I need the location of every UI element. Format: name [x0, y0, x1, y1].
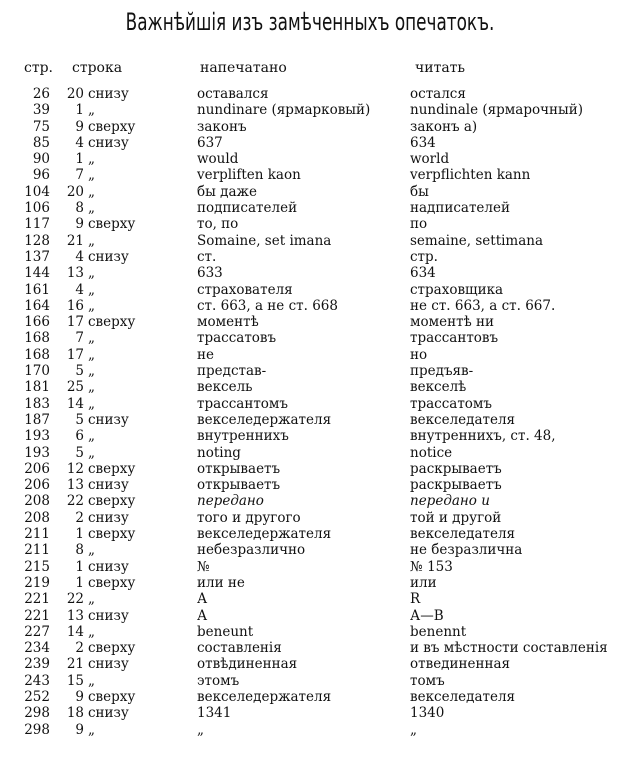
- cell-line: 25: [66, 379, 84, 396]
- cell-printed: того и другого: [197, 509, 301, 526]
- cell-line: 1: [75, 574, 84, 591]
- cell-read: по: [410, 216, 428, 233]
- cell-line: 4: [75, 134, 84, 151]
- cell-printed: векселедержателя: [197, 411, 332, 428]
- cell-printed: векселедержателя: [197, 688, 332, 705]
- cell-read: R: [410, 591, 421, 608]
- cell-direction: „: [88, 542, 95, 559]
- cell-page: 219: [24, 574, 50, 591]
- cell-line: 5: [75, 444, 84, 461]
- cell-read: А—В: [410, 607, 444, 624]
- cell-line: 5: [75, 363, 84, 380]
- cell-direction: „: [88, 444, 95, 461]
- cell-page: 252: [24, 688, 50, 705]
- cell-direction: сверху: [88, 688, 136, 705]
- cell-page: 137: [24, 248, 50, 265]
- cell-read: № 153: [410, 558, 453, 575]
- cell-line: 7: [75, 330, 84, 347]
- cell-page: 221: [24, 591, 50, 608]
- table-row: [0, 542, 620, 558]
- cell-direction: „: [88, 379, 95, 396]
- cell-read: стр.: [410, 248, 438, 265]
- table-row: [0, 184, 620, 200]
- cell-page: 164: [24, 297, 50, 314]
- cell-read: векселедателя: [410, 526, 516, 543]
- cell-read: 634: [410, 134, 436, 151]
- cell-direction: „: [88, 346, 95, 363]
- cell-printed: внутреннихъ: [197, 428, 289, 445]
- cell-printed: законъ: [197, 118, 247, 135]
- cell-read: не ст. 663, а ст. 667.: [410, 297, 556, 314]
- cell-line: 14: [66, 623, 84, 640]
- cell-printed: nundinare (ярмарковый): [197, 102, 371, 119]
- cell-page: 181: [24, 379, 50, 396]
- cell-direction: сверху: [88, 526, 136, 543]
- cell-printed: не: [197, 346, 214, 363]
- column-headers: [0, 60, 620, 80]
- cell-line: 13: [66, 607, 84, 624]
- table-row: [0, 445, 620, 461]
- cell-printed: представ-: [197, 363, 267, 380]
- table-row: [0, 689, 620, 705]
- cell-line: 21: [66, 656, 84, 673]
- cell-line: 4: [75, 248, 84, 265]
- cell-direction: „: [88, 102, 95, 119]
- cell-direction: сверху: [88, 216, 136, 233]
- cell-line: 14: [66, 395, 84, 412]
- cell-printed: „: [197, 721, 204, 738]
- cell-page: 234: [24, 640, 50, 657]
- cell-line: 1: [75, 102, 84, 119]
- cell-read: остался: [410, 86, 466, 102]
- cell-page: 183: [24, 395, 50, 412]
- cell-printed: beneunt: [197, 623, 254, 640]
- cell-read: benennt: [410, 623, 467, 640]
- table-row: [0, 640, 620, 656]
- cell-line: 15: [66, 672, 84, 689]
- cell-read: векселѣ: [410, 379, 467, 396]
- cell-read: 1340: [410, 705, 445, 722]
- cell-direction: снизу: [88, 248, 129, 265]
- cell-line: 1: [75, 151, 84, 168]
- table-row: [0, 216, 620, 232]
- cell-direction: „: [88, 200, 95, 217]
- cell-page: 193: [24, 428, 50, 445]
- table-row: [0, 575, 620, 591]
- cell-read: надписателей: [410, 200, 510, 217]
- cell-line: 9: [75, 721, 84, 738]
- table-row: [0, 347, 620, 363]
- cell-printed: открываетъ: [197, 460, 281, 477]
- cell-line: 21: [66, 232, 84, 249]
- cell-direction: сверху: [88, 314, 136, 331]
- cell-line: 17: [66, 314, 84, 331]
- table-row: [0, 656, 620, 672]
- cell-read: 634: [410, 265, 436, 282]
- table-row: [0, 526, 620, 542]
- table-row: [0, 167, 620, 183]
- cell-printed: открываетъ: [197, 477, 281, 494]
- cell-page: 106: [24, 200, 50, 217]
- cell-direction: „: [88, 265, 95, 282]
- cell-line: 20: [66, 183, 84, 200]
- cell-direction: „: [88, 591, 95, 608]
- cell-direction: снизу: [88, 656, 129, 673]
- cell-printed: этомъ: [197, 672, 240, 689]
- cell-read: внутреннихъ, ст. 48,: [410, 428, 556, 445]
- table-row: [0, 624, 620, 640]
- cell-page: 166: [24, 314, 50, 331]
- table-row: [0, 673, 620, 689]
- table-row: [0, 412, 620, 428]
- cell-line: 20: [66, 86, 84, 102]
- cell-direction: снизу: [88, 86, 129, 102]
- cell-line: 12: [66, 460, 84, 477]
- cell-read: но: [410, 346, 428, 363]
- cell-read: раскрываетъ: [410, 460, 502, 477]
- cell-read: „: [410, 721, 417, 738]
- cell-printed: оставался: [197, 86, 269, 102]
- cell-direction: „: [88, 721, 95, 738]
- cell-page: 128: [24, 232, 50, 249]
- cell-line: 5: [75, 411, 84, 428]
- table-row: [0, 559, 620, 575]
- cell-direction: снизу: [88, 558, 129, 575]
- page-title: Важнѣйшія изъ замѣченныхъ опечатокъ.: [125, 8, 495, 36]
- cell-read: векселедателя: [410, 688, 516, 705]
- cell-direction: сверху: [88, 574, 136, 591]
- errata-table: [0, 86, 620, 738]
- cell-line: 17: [66, 346, 84, 363]
- cell-page: 75: [32, 118, 50, 135]
- cell-read: моментѣ ни: [410, 314, 495, 331]
- cell-printed: would: [197, 151, 239, 168]
- cell-line: 8: [75, 542, 84, 559]
- cell-printed: бы даже: [197, 183, 257, 200]
- table-row: [0, 722, 620, 738]
- cell-read: томъ: [410, 672, 445, 689]
- cell-direction: сверху: [88, 118, 136, 135]
- cell-printed: 1341: [197, 705, 232, 722]
- cell-read: передано и: [410, 493, 490, 510]
- cell-printed: вексель: [197, 379, 253, 396]
- cell-direction: снизу: [88, 411, 129, 428]
- cell-read: бы: [410, 183, 429, 200]
- cell-direction: „: [88, 623, 95, 640]
- table-row: [0, 200, 620, 216]
- table-row: [0, 705, 620, 721]
- cell-direction: „: [88, 363, 95, 380]
- header-line: строка: [72, 60, 123, 76]
- table-row: [0, 461, 620, 477]
- cell-direction: сверху: [88, 640, 136, 657]
- cell-printed: подписателей: [197, 200, 298, 217]
- cell-page: 227: [24, 623, 50, 640]
- cell-printed: №: [197, 558, 210, 575]
- table-row: [0, 510, 620, 526]
- table-row: [0, 135, 620, 151]
- cell-read: той и другой: [410, 509, 502, 526]
- cell-page: 193: [24, 444, 50, 461]
- cell-line: 9: [75, 688, 84, 705]
- cell-read: предъяв-: [410, 363, 474, 380]
- cell-printed: трассантомъ: [197, 395, 289, 412]
- cell-page: 206: [24, 460, 50, 477]
- cell-printed: Somaine, set imana: [197, 232, 332, 249]
- cell-direction: снизу: [88, 477, 129, 494]
- cell-direction: „: [88, 672, 95, 689]
- cell-line: 13: [66, 265, 84, 282]
- cell-line: 2: [75, 640, 84, 657]
- table-row: [0, 102, 620, 118]
- table-row: [0, 282, 620, 298]
- cell-printed: ст. 663, а не ст. 668: [197, 297, 338, 314]
- table-row: [0, 493, 620, 509]
- cell-direction: „: [88, 281, 95, 298]
- cell-page: 211: [24, 542, 50, 559]
- cell-direction: „: [88, 151, 95, 168]
- cell-direction: „: [88, 297, 95, 314]
- cell-line: 4: [75, 281, 84, 298]
- cell-page: 298: [24, 705, 50, 722]
- header-printed: напечатано: [200, 60, 287, 76]
- cell-page: 104: [24, 183, 50, 200]
- cell-printed: noting: [197, 444, 241, 461]
- cell-page: 168: [24, 330, 50, 347]
- header-page: стр.: [24, 60, 53, 76]
- cell-direction: снизу: [88, 509, 129, 526]
- cell-printed: векселедержателя: [197, 526, 332, 543]
- cell-read: векселедателя: [410, 411, 516, 428]
- cell-printed: 633: [197, 265, 223, 282]
- cell-printed: А: [197, 607, 208, 624]
- cell-printed: то, по: [197, 216, 239, 233]
- cell-direction: „: [88, 183, 95, 200]
- cell-page: 161: [24, 281, 50, 298]
- cell-page: 26: [32, 86, 50, 102]
- cell-page: 208: [24, 509, 50, 526]
- cell-page: 298: [24, 721, 50, 738]
- cell-read: verpflichten kann: [410, 167, 531, 184]
- table-row: [0, 428, 620, 444]
- cell-read: раскрываетъ: [410, 477, 502, 494]
- cell-printed: трассатовъ: [197, 330, 277, 347]
- cell-printed: 637: [197, 134, 223, 151]
- table-row: [0, 151, 620, 167]
- cell-read: или: [410, 574, 437, 591]
- cell-direction: „: [88, 232, 95, 249]
- cell-direction: „: [88, 428, 95, 445]
- cell-read: nundinale (ярмарочный): [410, 102, 584, 119]
- cell-direction: сверху: [88, 493, 136, 510]
- cell-page: 208: [24, 493, 50, 510]
- cell-direction: „: [88, 330, 95, 347]
- cell-page: 85: [32, 134, 50, 151]
- cell-read: трассатомъ: [410, 395, 493, 412]
- table-row: [0, 233, 620, 249]
- cell-page: 144: [24, 265, 50, 282]
- cell-read: законъ а): [410, 118, 478, 135]
- cell-line: 9: [75, 216, 84, 233]
- table-row: [0, 86, 620, 102]
- cell-page: 117: [24, 216, 50, 233]
- cell-printed: А: [197, 591, 208, 608]
- cell-line: 22: [66, 591, 84, 608]
- cell-line: 8: [75, 200, 84, 217]
- cell-printed: страхователя: [197, 281, 293, 298]
- cell-read: страховщика: [410, 281, 504, 298]
- cell-page: 206: [24, 477, 50, 494]
- cell-page: 96: [32, 167, 50, 184]
- table-row: [0, 119, 620, 135]
- cell-direction: „: [88, 167, 95, 184]
- cell-direction: снизу: [88, 607, 129, 624]
- cell-line: 2: [75, 509, 84, 526]
- cell-line: 22: [66, 493, 84, 510]
- table-row: [0, 591, 620, 607]
- cell-read: не безразлична: [410, 542, 523, 559]
- table-row: [0, 298, 620, 314]
- cell-page: 187: [24, 411, 50, 428]
- table-row: [0, 363, 620, 379]
- cell-read: отвединенная: [410, 656, 511, 673]
- cell-line: 13: [66, 477, 84, 494]
- cell-line: 1: [75, 558, 84, 575]
- cell-line: 1: [75, 526, 84, 543]
- cell-printed: или не: [197, 574, 245, 591]
- cell-page: 168: [24, 346, 50, 363]
- cell-line: 9: [75, 118, 84, 135]
- cell-read: трассантовъ: [410, 330, 499, 347]
- cell-page: 239: [24, 656, 50, 673]
- cell-read: и въ мѣстности составленія: [410, 640, 608, 657]
- cell-printed: моментѣ: [197, 314, 259, 331]
- table-row: [0, 379, 620, 395]
- cell-line: 16: [66, 297, 84, 314]
- cell-page: 170: [24, 363, 50, 380]
- cell-line: 18: [66, 705, 84, 722]
- cell-printed: ст.: [197, 248, 217, 265]
- cell-page: 243: [24, 672, 50, 689]
- cell-direction: снизу: [88, 705, 129, 722]
- header-read: читать: [415, 60, 466, 76]
- cell-direction: сверху: [88, 460, 136, 477]
- table-row: [0, 396, 620, 412]
- cell-page: 215: [24, 558, 50, 575]
- cell-read: semaine, settimana: [410, 232, 544, 249]
- cell-page: 39: [32, 102, 50, 119]
- table-row: [0, 608, 620, 624]
- table-row: [0, 477, 620, 493]
- cell-read: world: [410, 151, 450, 168]
- cell-line: 7: [75, 167, 84, 184]
- table-row: [0, 314, 620, 330]
- cell-page: 211: [24, 526, 50, 543]
- cell-printed: небезразлично: [197, 542, 306, 559]
- cell-printed: передано: [197, 493, 264, 510]
- table-row: [0, 265, 620, 281]
- cell-printed: отвѣдиненная: [197, 656, 298, 673]
- table-row: [0, 330, 620, 346]
- cell-printed: verpliften kaon: [197, 167, 301, 184]
- cell-direction: снизу: [88, 134, 129, 151]
- cell-line: 6: [75, 428, 84, 445]
- cell-read: notice: [410, 444, 453, 461]
- cell-printed: составленія: [197, 640, 282, 657]
- cell-page: 90: [32, 151, 50, 168]
- table-row: [0, 249, 620, 265]
- cell-direction: „: [88, 395, 95, 412]
- cell-page: 221: [24, 607, 50, 624]
